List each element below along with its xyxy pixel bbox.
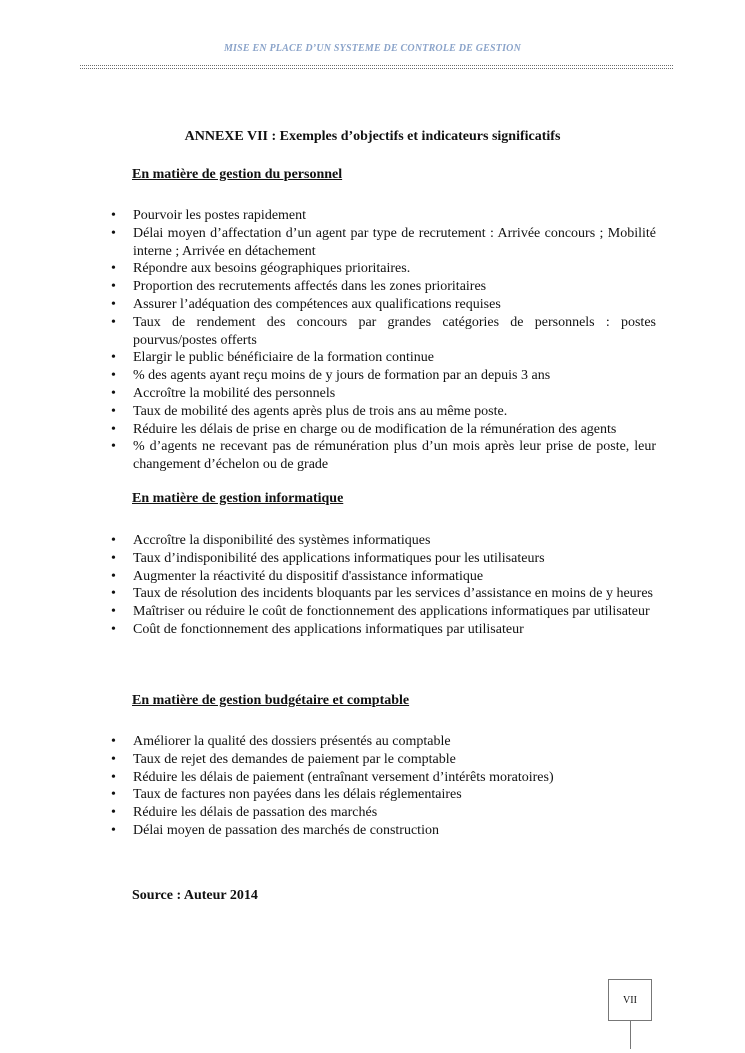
section-heading-personnel: En matière de gestion du personnel: [132, 167, 343, 182]
page-number: VII: [608, 979, 652, 1021]
list-item: • Réduire les délais de passation des marchés: [111, 804, 656, 822]
list-item: • Pourvoir les postes rapidement: [111, 207, 656, 225]
list-item: • Coût de fonctionnement des applications informatiques par utilisateur: [111, 621, 656, 639]
list-item: • Taux de rejet des demandes de paiement par le comptable: [111, 751, 656, 769]
page-number-tick: [630, 1021, 631, 1049]
list-item: • Taux de rendement des concours par grandes catégories de personnels : postes pourvus/postes offerts: [111, 314, 656, 350]
list-item: • Taux de mobilité des agents après plus de trois ans au même poste.: [111, 403, 656, 421]
list-item: • Délai moyen de passation des marchés de construction: [111, 822, 656, 840]
list-item: • Proportion des recrutements affectés dans les zones prioritaires: [111, 278, 656, 296]
list-item: • Délai moyen d’affectation d’un agent par type de recrutement : Arrivée concours ; Mobilité interne ; Arrivée en détachement: [111, 225, 656, 261]
list-item: • Accroître la disponibilité des systèmes informatiques: [111, 532, 656, 550]
list-item: • Accroître la mobilité des personnels: [111, 385, 656, 403]
list-item: • % d’agents ne recevant pas de rémunération plus d’un mois après leur prise de poste, leur changement d’échelon ou de grade: [111, 438, 656, 474]
list-item: • Réduire les délais de paiement (entraînant versement d’intérêts moratoires): [111, 769, 656, 787]
list-item: • Taux de résolution des incidents bloquants par les services d’assistance en moins de y heures: [111, 585, 656, 603]
list-item: • % des agents ayant reçu moins de y jours de formation par an depuis 3 ans: [111, 367, 656, 385]
list-item: • Taux de factures non payées dans les délais réglementaires: [111, 786, 656, 804]
list-item: • Assurer l’adéquation des compétences aux qualifications requises: [111, 296, 656, 314]
annex-title: ANNEXE VII : Exemples d’objectifs et indicateurs significatifs: [184, 129, 561, 144]
running-header: MISE EN PLACE D’UN SYSTEME DE CONTROLE DE GESTION: [223, 43, 522, 54]
list-item: • Taux d’indisponibilité des applications informatiques pour les utilisateurs: [111, 550, 656, 568]
section-heading-budgetaire: En matière de gestion budgétaire et comptable: [132, 693, 410, 708]
list-item: • Améliorer la qualité des dossiers présentés au comptable: [111, 733, 656, 751]
header-divider: [80, 65, 673, 66]
section-heading-informatique: En matière de gestion informatique: [132, 491, 344, 506]
list-item: • Répondre aux besoins géographiques prioritaires.: [111, 260, 656, 278]
informatique-objectives-list: [111, 532, 656, 639]
budgetaire-objectives-list: [111, 733, 656, 840]
list-item: • Augmenter la réactivité du dispositif d'assistance informatique: [111, 568, 656, 586]
list-item: • Maîtriser ou réduire le coût de fonctionnement des applications informatiques par utilisateur: [111, 603, 656, 621]
header-divider: [80, 68, 673, 69]
list-item: • Elargir le public bénéficiaire de la formation continue: [111, 349, 656, 367]
source-note: Source : Auteur 2014: [132, 888, 258, 903]
list-item: • Réduire les délais de prise en charge ou de modification de la rémunération des agents: [111, 421, 656, 439]
personnel-objectives-list: [111, 207, 656, 474]
